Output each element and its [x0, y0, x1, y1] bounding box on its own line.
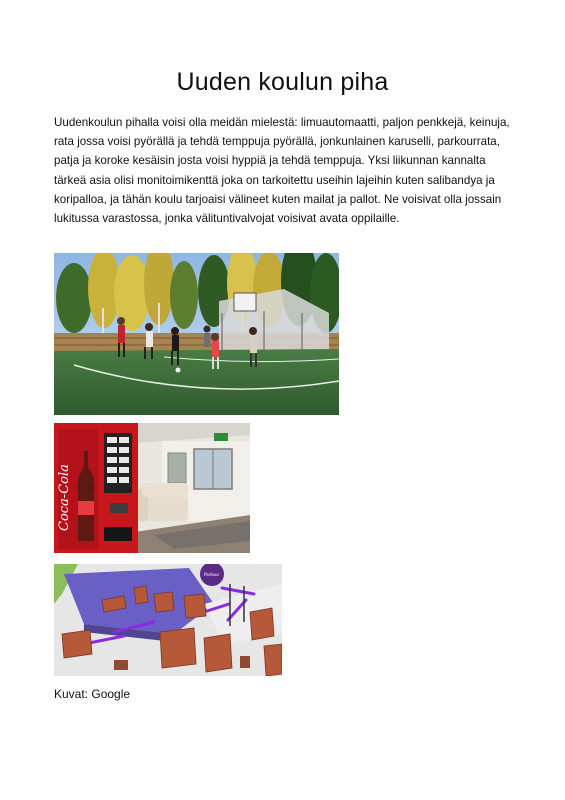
coca-cola-logo-text: Coca-Cola	[57, 464, 72, 531]
page-title: Uuden koulun piha	[176, 68, 389, 96]
vending-machine	[54, 423, 138, 553]
multi-sport-court-photo	[54, 253, 339, 415]
body-paragraph: Uudenkoulun pihalla voisi olla meidän mielestä: limuautomaatti, paljon penkkejä, keinuja, rata jossa voisi pyörällä ja tehdä temppuja pyörällä, jonkunlainen karuselli, parkourrata, patja ja koroke kesäisin josta voisi hyppiä ja tehdä temppuja. Yksi liikunnan kannalta tärkeä asia olisi monitoimikenttä joka on tarkoitettu useihin lajeihin kuten salibandya ja koripalloa, ja tähän koulu tarjoaisi välineet kuten mailat ja pallot. Ne voisivat olla jossain lukitussa varastossa, jonka välituntivalvojat voisivat avata oppilaille.	[54, 116, 510, 226]
image-credit-caption: Kuvat: Google	[54, 687, 131, 701]
parkour-sign-text: Parkour	[204, 572, 220, 577]
soda-vending-machine-photo	[54, 423, 250, 553]
parkour-course-render	[54, 564, 282, 676]
